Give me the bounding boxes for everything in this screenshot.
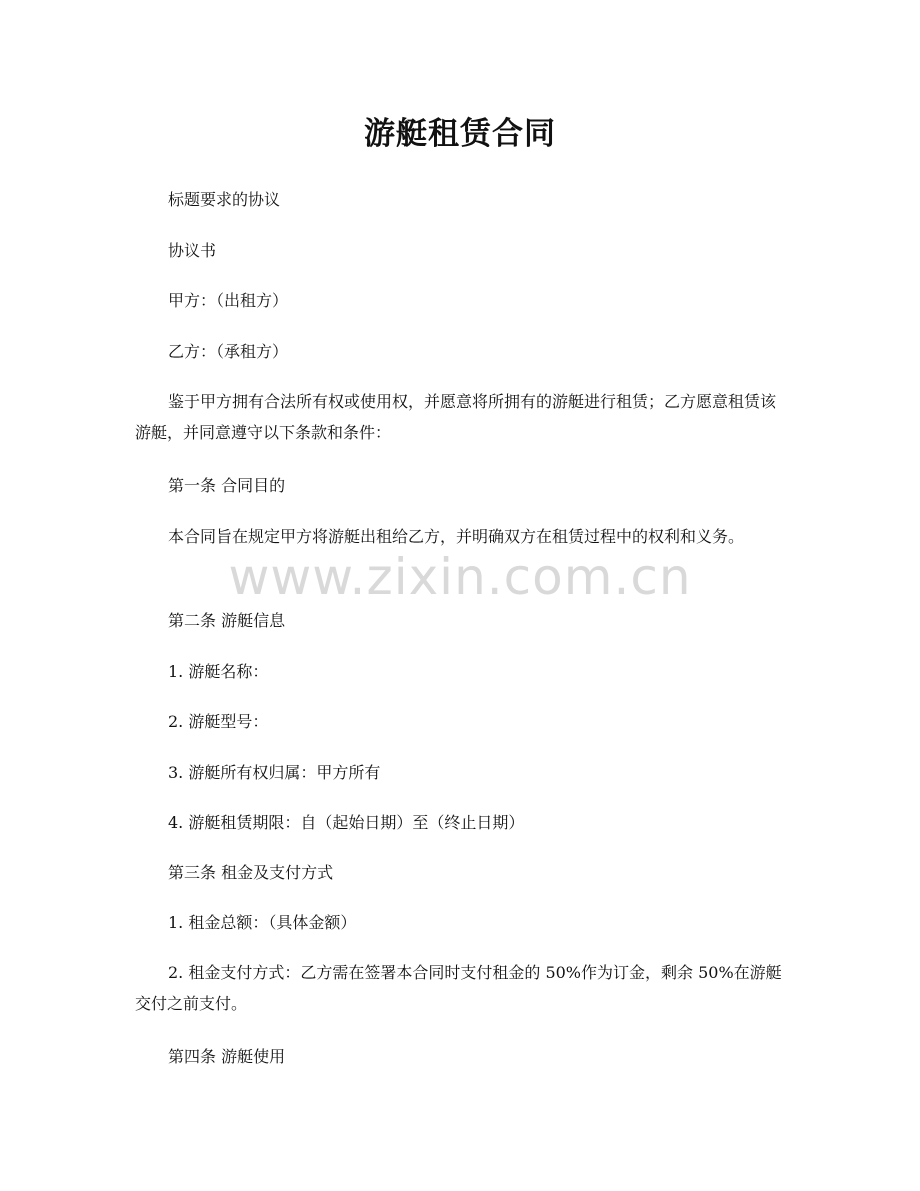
yacht-name-item: 1. 游艇名称： (168, 662, 269, 681)
article-1-heading: 第一条 合同目的 (168, 476, 286, 495)
watermark-text: www.zixin.com.cn (228, 548, 692, 606)
rent-total-item: 1. 租金总额：（具体金额） (168, 913, 357, 932)
document-title: 游艇租赁合同 (364, 116, 556, 152)
article-1-body: 本合同旨在规定甲方将游艇出租给乙方，并明确双方在租赁过程中的权利和义务。 (168, 527, 745, 546)
article-2-heading: 第二条 游艇信息 (168, 611, 286, 630)
paragraph-preamble: 鉴于甲方拥有合法所有权或使用权，并愿意将所拥有的游艇进行租赁；乙方愿意租赁该游艇，并同意遵守以下条款和条件： (135, 392, 777, 442)
lease-term-item: 4. 游艇租赁期限：自（起始日期）至（终止日期） (168, 813, 525, 832)
article-3-heading: 第三条 租金及支付方式 (168, 863, 334, 882)
article-4-heading: 第四条 游艇使用 (168, 1047, 286, 1066)
paragraph-agreement-heading: 标题要求的协议 (168, 190, 281, 209)
paragraph-party-b: 乙方：（承租方） (168, 342, 289, 361)
paragraph-agreement-book: 协议书 (168, 241, 217, 260)
yacht-model-item: 2. 游艇型号： (168, 712, 269, 731)
yacht-ownership-item: 3. 游艇所有权归属：甲方所有 (168, 763, 381, 782)
rent-payment-item: 2. 租金支付方式：乙方需在签署本合同时支付租金的 50%作为订金，剩余 50%在游艇交付之前支付。 (135, 963, 782, 1013)
paragraph-party-a: 甲方：（出租方） (168, 291, 289, 310)
